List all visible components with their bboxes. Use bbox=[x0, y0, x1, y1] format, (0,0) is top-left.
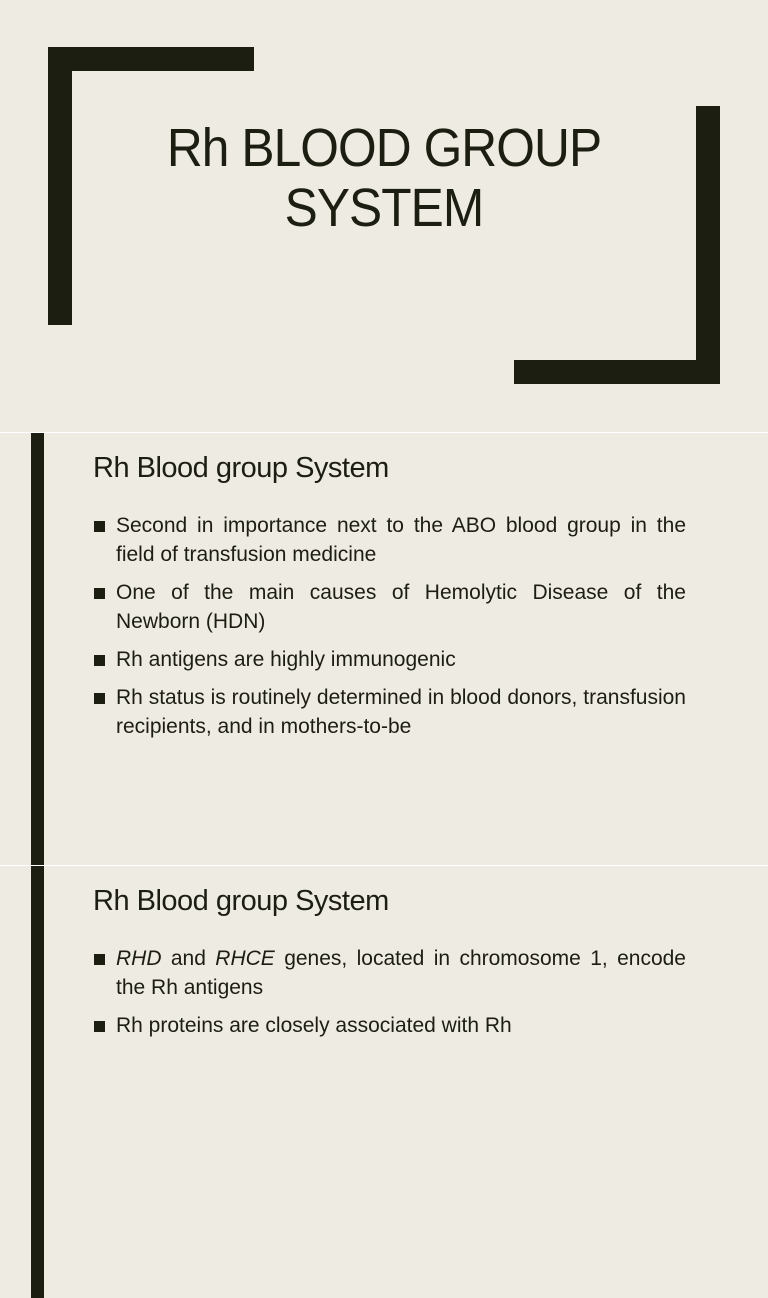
list-item bbox=[92, 578, 686, 636]
frame-top-left-vertical bbox=[48, 47, 72, 325]
list-item bbox=[92, 1011, 686, 1040]
slide-heading: Rh Blood group System bbox=[93, 885, 389, 917]
list-item bbox=[92, 944, 686, 1002]
title-slide[interactable] bbox=[0, 0, 768, 432]
bullet-list bbox=[92, 944, 686, 1049]
square-bullet-icon bbox=[94, 521, 105, 532]
square-bullet-icon bbox=[94, 693, 105, 704]
frame-bottom-right-vertical bbox=[696, 106, 720, 384]
connector-text: and bbox=[161, 947, 216, 970]
bullet-list bbox=[92, 511, 686, 750]
square-bullet-icon bbox=[94, 954, 105, 965]
slide-heading: Rh Blood group System bbox=[93, 452, 389, 484]
content-slide-3[interactable] bbox=[0, 866, 768, 1298]
slide-accent-bar bbox=[31, 433, 44, 865]
slide-title-line-1: Rh BLOOD GROUP bbox=[166, 118, 602, 178]
slide-title bbox=[141, 118, 627, 238]
bullet-rest-text: genes, located in chromosome 1, encode the Rh antigens bbox=[116, 947, 686, 999]
content-slide-2[interactable] bbox=[0, 433, 768, 865]
square-bullet-icon bbox=[94, 1021, 105, 1032]
bullet-text bbox=[116, 947, 686, 999]
bullet-text: Rh proteins are closely associated with Rh bbox=[116, 1014, 512, 1037]
list-item bbox=[92, 683, 686, 741]
gene-name: RHCE bbox=[215, 947, 275, 970]
bullet-text: Rh status is routinely determined in blood donors, transfusion recipients, and in mothers-to-be bbox=[116, 686, 686, 738]
list-item bbox=[92, 511, 686, 569]
bullet-text: Rh antigens are highly immunogenic bbox=[116, 648, 456, 671]
square-bullet-icon bbox=[94, 588, 105, 599]
slide-accent-bar bbox=[31, 866, 44, 1298]
list-item bbox=[92, 645, 686, 674]
square-bullet-icon bbox=[94, 655, 105, 666]
bullet-text: One of the main causes of Hemolytic Disease of the Newborn (HDN) bbox=[116, 581, 686, 633]
frame-top-left-horizontal bbox=[48, 47, 254, 71]
gene-name: RHD bbox=[116, 947, 162, 970]
frame-bottom-right-horizontal bbox=[514, 360, 720, 384]
bullet-text: Second in importance next to the ABO blood group in the field of transfusion medicine bbox=[116, 514, 686, 566]
slide-title-line-2: SYSTEM bbox=[284, 178, 484, 238]
